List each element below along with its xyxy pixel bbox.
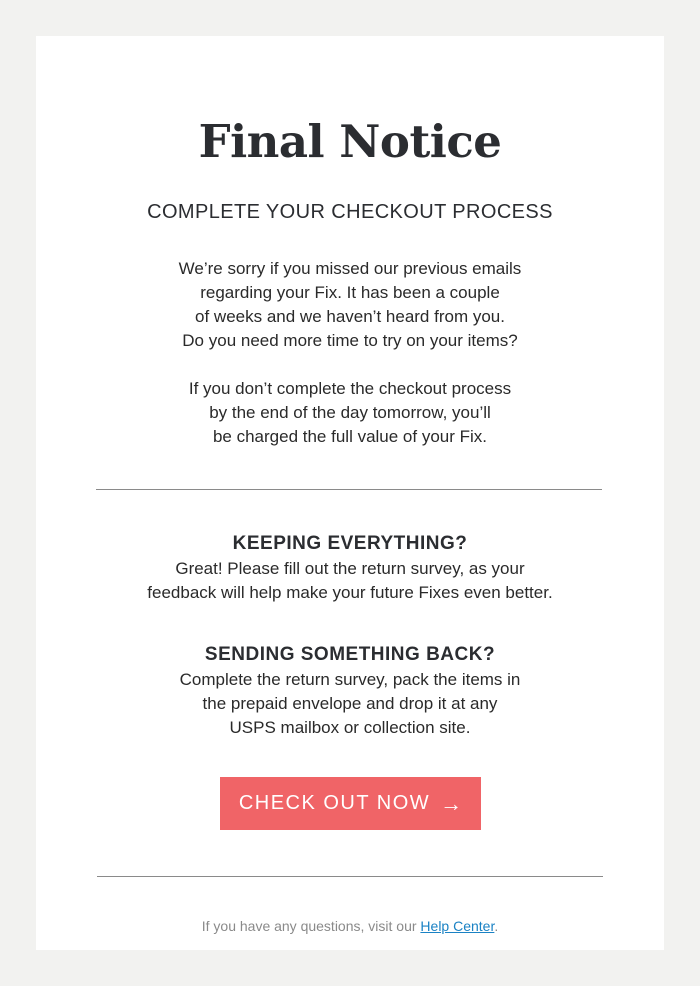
- footer-suffix: .: [494, 918, 499, 934]
- keeping-paragraph: [36, 557, 664, 605]
- email-card: [36, 36, 664, 950]
- divider-bottom: [97, 876, 603, 877]
- keeping-heading: KEEPING EVERYTHING?: [232, 533, 468, 554]
- intro-line: Do you need more time to try on your items?: [182, 331, 518, 350]
- email-subtitle: COMPLETE YOUR CHECKOUT PROCESS: [147, 201, 553, 223]
- intro-paragraph: [36, 257, 664, 353]
- keeping-line: Great! Please fill out the return survey, as your: [175, 559, 525, 578]
- email-title: Final Notice: [198, 115, 502, 168]
- warning-line: be charged the full value of your Fix.: [212, 427, 488, 446]
- sending-heading: SENDING SOMETHING BACK?: [204, 644, 496, 665]
- keeping-line: feedback will help make your future Fixes even better.: [147, 583, 553, 602]
- check-out-now-label: CHECK OUT NOW: [238, 792, 431, 814]
- intro-line: We’re sorry if you missed our previous emails: [178, 259, 522, 278]
- help-center-link[interactable]: Help Center: [420, 918, 495, 934]
- warning-paragraph: [36, 377, 664, 449]
- sending-paragraph: [36, 668, 664, 740]
- intro-line: of weeks and we haven’t heard from you.: [195, 307, 505, 326]
- warning-line: by the end of the day tomorrow, you’ll: [209, 403, 491, 422]
- footer-text: [36, 915, 664, 937]
- divider-top: [96, 489, 602, 490]
- sending-line: the prepaid envelope and drop it at any: [202, 694, 498, 713]
- intro-line: regarding your Fix. It has been a couple: [200, 283, 500, 302]
- footer-prefix: If you have any questions, visit our: [201, 918, 421, 934]
- check-out-now-button[interactable]: [220, 777, 481, 830]
- warning-line: If you don’t complete the checkout process: [188, 379, 512, 398]
- sending-line: Complete the return survey, pack the items in: [179, 670, 521, 689]
- sending-line: USPS mailbox or collection site.: [229, 718, 471, 737]
- arrow-right-icon: →: [440, 790, 463, 816]
